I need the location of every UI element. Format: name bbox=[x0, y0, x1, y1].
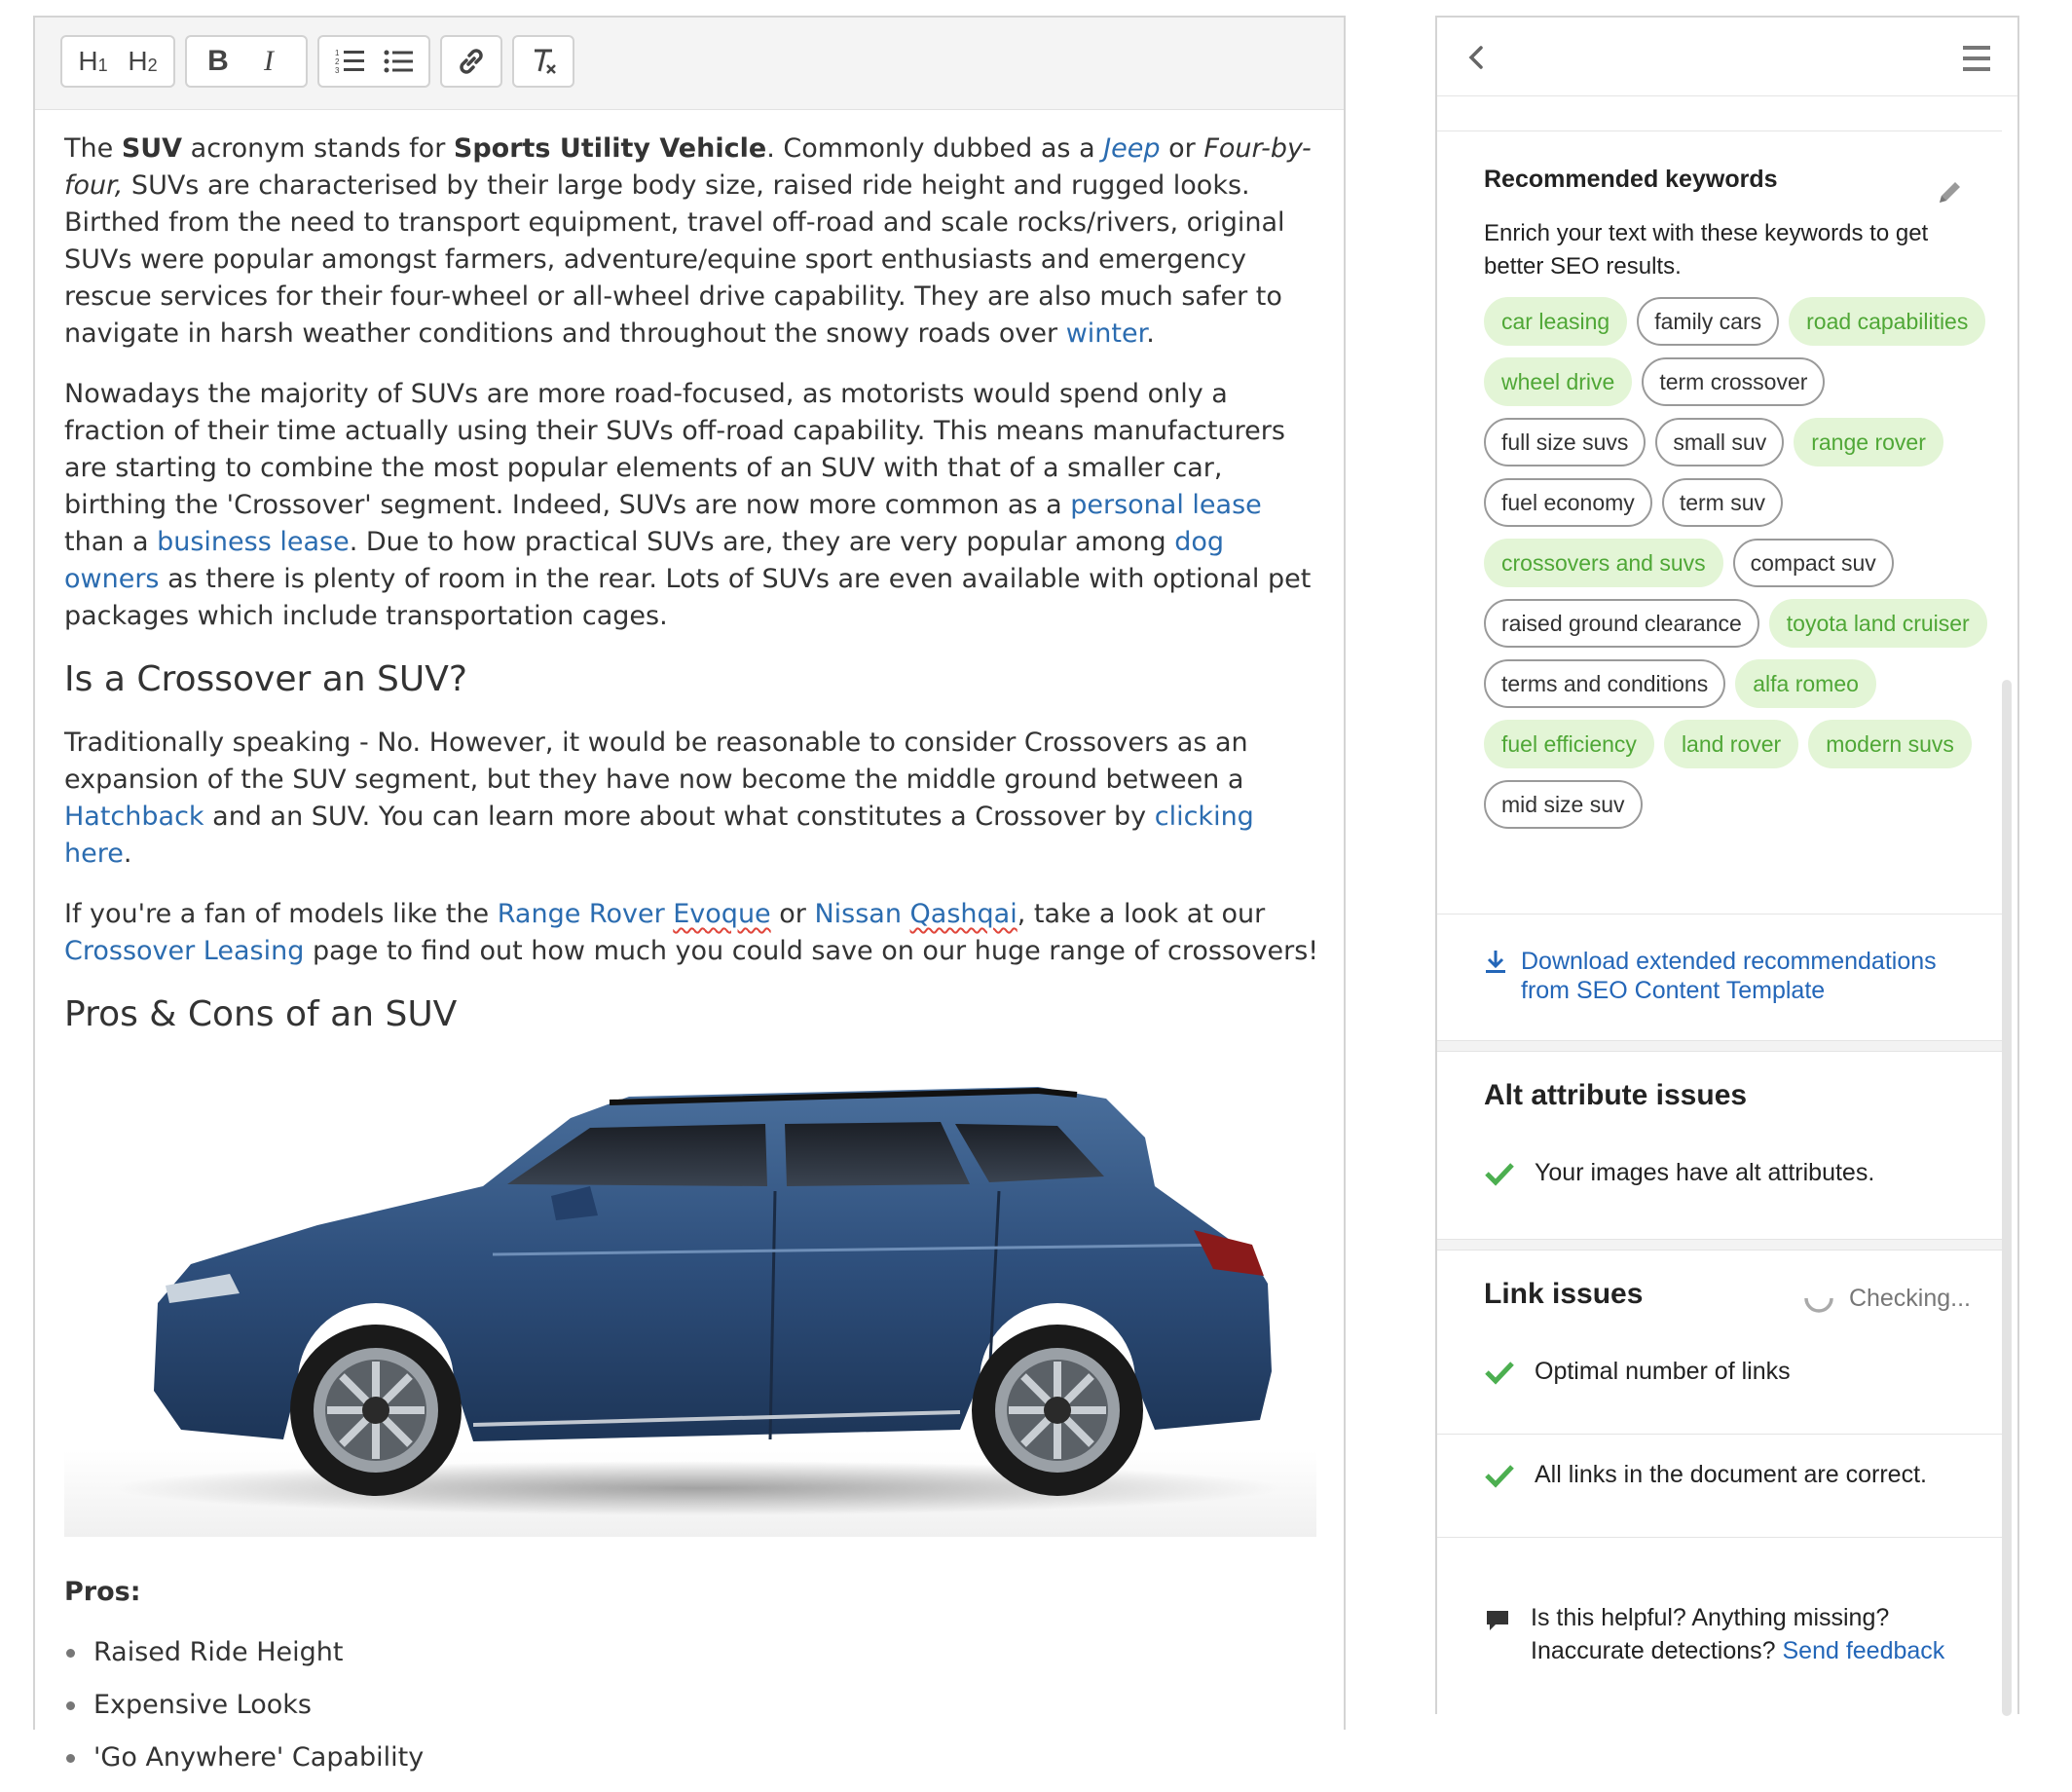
list-group bbox=[317, 35, 430, 88]
editor-toolbar bbox=[35, 18, 1344, 110]
link-jeep[interactable]: Jeep bbox=[1103, 133, 1161, 164]
links-status-1-text: Optimal number of links bbox=[1535, 1358, 1791, 1385]
pencil-icon bbox=[1934, 177, 1965, 208]
link-dog-owners[interactable]: dog owners bbox=[64, 527, 1224, 594]
recommended-keywords-section bbox=[1437, 127, 2002, 829]
keyword-tag[interactable]: term suv bbox=[1662, 478, 1783, 527]
link-hatchback[interactable]: Hatchback bbox=[64, 802, 204, 832]
feedback-section bbox=[1484, 1601, 1979, 1667]
keyword-tag[interactable]: modern suvs bbox=[1808, 720, 1972, 768]
pros-title: Pros: bbox=[64, 1577, 141, 1607]
paragraph-intro: The SUV acronym stands for Sports Utility Vehicle. Commonly dubbed as a Jeep or Four-by-four, SUVs are characterised by their large body size, raised ride height and rugged looks. Birthed from the need to transport equipment, travel off-road and scale rocks/rivers, original SUVs were popular amongst farmers, adventure/equine sport enthusiasts and emergency rescue services for their four-wheel or all-wheel drive capability. They are also much safer to navigate in harsh weather conditions and throughout the snowy roads over winter. bbox=[64, 133, 1312, 349]
panel-scrollbar[interactable] bbox=[2002, 680, 2012, 1716]
checkmark-icon bbox=[1484, 1360, 1515, 1385]
alt-status bbox=[1484, 1159, 1874, 1187]
download-recommendations-link[interactable] bbox=[1484, 947, 1969, 1005]
bullet-list-icon bbox=[384, 49, 413, 74]
keyword-tag[interactable]: crossovers and suvs bbox=[1484, 539, 1723, 587]
link-clicking-here[interactable]: clicking here bbox=[64, 802, 1254, 869]
link-range-rover-evoque[interactable]: Range Rover Evoque bbox=[497, 899, 771, 929]
list-item: Expensive Looks bbox=[64, 1687, 1320, 1724]
divider bbox=[1437, 1537, 2002, 1538]
bold-button[interactable]: B bbox=[207, 45, 229, 77]
keyword-tag[interactable]: small suv bbox=[1655, 418, 1784, 467]
checking-text: Checking... bbox=[1848, 1284, 1971, 1312]
links-status-1 bbox=[1484, 1358, 1791, 1386]
link-personal-lease[interactable]: personal lease bbox=[1070, 490, 1262, 520]
checking-status bbox=[1802, 1282, 1971, 1315]
divider bbox=[1437, 914, 2002, 915]
keywords-description: Enrich your text with these keywords to get better SEO results. bbox=[1484, 220, 1929, 280]
menu-button[interactable] bbox=[1961, 43, 1992, 74]
paragraph-traditionally: Traditionally speaking - No. However, it would be reasonable to consider Crossovers as an expansion of the SUV segment, but they have now become the middle ground between a Hatchback and an SUV. You can learn more about what constitutes a Crossover by clicking here. bbox=[64, 728, 1254, 869]
download-label: Download extended recommendations from SEO Content Template bbox=[1521, 948, 1937, 1004]
editor-content[interactable] bbox=[64, 131, 1320, 1792]
keyword-tag[interactable]: terms and conditions bbox=[1484, 659, 1725, 708]
keyword-tag[interactable]: fuel economy bbox=[1484, 478, 1652, 527]
clear-format-button[interactable] bbox=[522, 40, 565, 83]
h2-button[interactable]: H 2 bbox=[128, 46, 158, 76]
pros-list bbox=[64, 1634, 1320, 1776]
heading-pros-cons: Pros & Cons of an SUV bbox=[64, 994, 458, 1034]
seo-panel bbox=[1435, 16, 2019, 1714]
clear-format-icon bbox=[528, 46, 559, 77]
panel-header bbox=[1437, 18, 2017, 96]
bullet-list-button[interactable] bbox=[378, 40, 419, 83]
send-feedback-link[interactable]: Send feedback bbox=[1782, 1637, 1945, 1664]
feedback-text: Is this helpful? Anything missing? Inaccurate detections? Send feedback bbox=[1531, 1604, 1945, 1664]
link-issues-title: Link issues bbox=[1484, 1278, 1644, 1310]
format-group bbox=[185, 35, 308, 88]
keyword-tag[interactable]: fuel efficiency bbox=[1484, 720, 1654, 768]
paragraph-nowadays: Nowadays the majority of SUVs are more road-focused, as motorists would spend only a fraction of their time actually using their SUVs off-road capability. This means manufacturers are starting to combine the most popular elements of an SUV with that of a smaller car, birthing the 'Crossover' segment. Indeed, SUVs are now more common as a personal lease than a business lease. Due to how practical SUVs are, they are very popular among dog owners as there is plenty of room in the rear. Lots of SUVs are even available with optional pet packages which include transportation cages. bbox=[64, 379, 1312, 631]
link-winter[interactable]: winter bbox=[1065, 318, 1147, 349]
keyword-tag[interactable]: family cars bbox=[1637, 297, 1779, 346]
back-button[interactable] bbox=[1462, 43, 1492, 72]
keyword-tag[interactable]: compact suv bbox=[1733, 539, 1894, 587]
clear-format-group bbox=[512, 35, 574, 88]
hamburger-menu-icon bbox=[1961, 43, 1992, 74]
link-icon bbox=[456, 46, 487, 77]
list-item: 'Go Anywhere' Capability bbox=[64, 1739, 1320, 1776]
h1-button[interactable]: H 1 bbox=[78, 46, 108, 76]
suv-car-illustration bbox=[64, 1060, 1316, 1537]
paragraph-fan: If you're a fan of models like the Range Rover Evoque or Nissan Qashqai, take a look at our Crossover Leasing page to find out how much you could save on our huge range of crossovers! bbox=[64, 899, 1319, 966]
speech-bubble-icon bbox=[1484, 1607, 1511, 1634]
ordered-list-icon bbox=[335, 48, 364, 75]
heading-group bbox=[60, 35, 175, 88]
checkmark-icon bbox=[1484, 1161, 1515, 1186]
link-business-lease[interactable]: business lease bbox=[157, 527, 350, 557]
link-crossover-leasing[interactable]: Crossover Leasing bbox=[64, 936, 305, 966]
text-editor bbox=[33, 16, 1346, 1773]
italic-button[interactable]: I bbox=[264, 45, 274, 77]
keyword-tag[interactable]: land rover bbox=[1664, 720, 1798, 768]
keyword-tag[interactable]: wheel drive bbox=[1484, 357, 1632, 406]
keyword-tag[interactable]: term crossover bbox=[1642, 357, 1825, 406]
keywords-title: Recommended keywords bbox=[1484, 166, 1778, 193]
keyword-tag[interactable]: car leasing bbox=[1484, 297, 1627, 346]
keyword-tag[interactable]: toyota land cruiser bbox=[1769, 599, 1987, 648]
keyword-tag[interactable]: alfa romeo bbox=[1735, 659, 1876, 708]
spinner-icon bbox=[1802, 1282, 1835, 1315]
link-group bbox=[440, 35, 502, 88]
ordered-list-button[interactable] bbox=[329, 40, 370, 83]
svg-text:2: 2 bbox=[335, 57, 340, 66]
alt-issues-title: Alt attribute issues bbox=[1484, 1079, 1748, 1111]
keyword-tag[interactable]: range rover bbox=[1794, 418, 1943, 467]
suv-image bbox=[64, 1060, 1316, 1537]
download-icon bbox=[1484, 949, 1507, 976]
keyword-tags bbox=[1484, 297, 1990, 829]
svg-text:3: 3 bbox=[335, 66, 340, 75]
svg-text:1: 1 bbox=[335, 49, 340, 57]
divider bbox=[1437, 1239, 2002, 1251]
heading-crossover: Is a Crossover an SUV? bbox=[64, 659, 467, 699]
link-nissan-qashqai[interactable]: Nissan Qashqai bbox=[814, 899, 1018, 929]
divider bbox=[1437, 1434, 2002, 1435]
keyword-tag[interactable]: road capabilities bbox=[1789, 297, 1985, 346]
links-status-2 bbox=[1484, 1461, 1927, 1489]
keyword-tag[interactable]: raised ground clearance bbox=[1484, 599, 1759, 648]
link-button[interactable] bbox=[450, 40, 493, 83]
chevron-left-icon bbox=[1462, 43, 1492, 72]
alt-status-text: Your images have alt attributes. bbox=[1535, 1159, 1875, 1186]
divider bbox=[1437, 1040, 2002, 1052]
checkmark-icon bbox=[1484, 1463, 1515, 1488]
keyword-tag[interactable]: full size suvs bbox=[1484, 418, 1646, 467]
links-status-2-text: All links in the document are correct. bbox=[1535, 1461, 1927, 1488]
keyword-tag[interactable]: mid size suv bbox=[1484, 780, 1643, 829]
list-item: Raised Ride Height bbox=[64, 1634, 1320, 1671]
edit-keywords-button[interactable] bbox=[1934, 177, 1965, 213]
